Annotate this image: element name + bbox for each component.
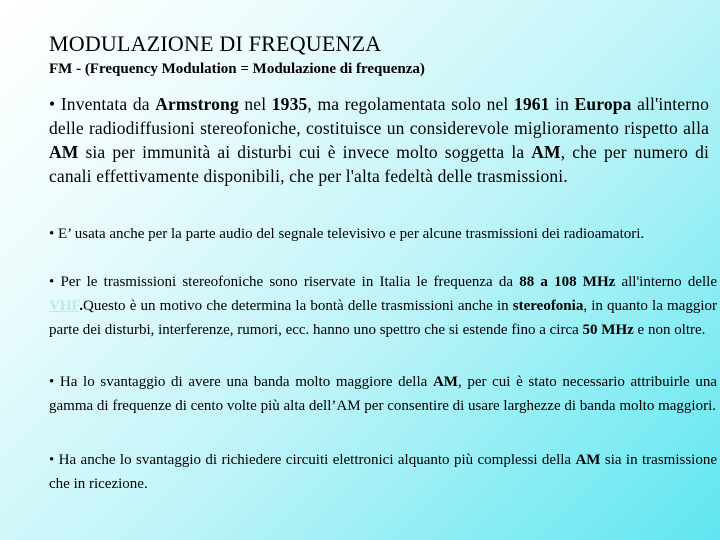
text: , per cui è stato necessario attribuirle una gamma di frequenze di cento volte più alta dell’AM per consentire di usare larghezze di banda molto maggiori.	[49, 374, 717, 414]
bold-stereofonia: stereofonia	[512, 298, 584, 314]
bullet: •	[49, 374, 55, 390]
text: sia per immunità ai disturbi cui è invece molto soggetta la	[78, 142, 532, 162]
slide-subtitle: FM - (Frequency Modulation = Modulazione di frequenza)	[49, 61, 425, 77]
bold-am: AM	[432, 374, 458, 390]
text: , in quanto la maggior parte dei disturbi, interferenze, rumori, ecc. hanno uno spettro che si estende fino a circa	[49, 298, 717, 338]
text: all'interno delle	[615, 274, 717, 290]
bold-armstrong: Armstrong	[155, 94, 239, 114]
text: Per le trasmissioni stereofoniche sono riservate in Italia le frequenza da	[54, 274, 520, 290]
bullet: •	[49, 452, 55, 468]
paragraph-bandwidth	[49, 370, 717, 418]
text: Ha lo svantaggio di avere una banda molto maggiore della	[54, 374, 433, 390]
text: E’ usata anche per la parte audio del segnale televisivo e per alcune trasmissioni dei radioamatori.	[54, 226, 645, 242]
text: nel	[238, 94, 272, 114]
bold-year-1961: 1961	[513, 94, 550, 114]
text: sia in trasmissione che in ricezione.	[49, 452, 717, 492]
paragraph-stereo	[49, 270, 717, 342]
vhf-link[interactable]: VHF	[49, 298, 80, 314]
bold-am: AM	[531, 142, 561, 162]
paragraph-usage	[49, 222, 717, 246]
text: Questo è un motivo che determina la bontà delle trasmissioni anche in	[83, 298, 513, 314]
paragraph-complexity	[49, 448, 717, 496]
bold-50mhz: 50 MHz	[582, 322, 634, 338]
text: Ha anche lo svantaggio di richiedere circuiti elettronici alquanto più complessi della	[54, 452, 576, 468]
bold-am: AM	[575, 452, 601, 468]
bold-frequency-range: 88 a 108 MHz	[519, 274, 616, 290]
text: all'interno delle radiodiffusioni stereofoniche, costituisce un considerevole miglioramento rispetto alla	[49, 94, 709, 138]
bold-am: AM	[49, 142, 79, 162]
text: , che per numero di canali effettivamente disponibili, che per l'alta fedeltà delle trasmissioni.	[49, 142, 709, 186]
text: e non oltre.	[633, 322, 706, 338]
bold-period: .	[79, 298, 84, 314]
text: Inventata da	[55, 94, 156, 114]
paragraph-invention	[49, 92, 709, 188]
bold-year-1935: 1935	[271, 94, 308, 114]
bullet: •	[49, 274, 55, 290]
bold-europa: Europa	[574, 94, 632, 114]
text: in	[549, 94, 575, 114]
bullet: •	[49, 94, 56, 114]
bullet: •	[49, 226, 55, 242]
slide-title: MODULAZIONE DI FREQUENZA	[49, 31, 382, 56]
text: , ma regolamentata solo nel	[307, 94, 514, 114]
